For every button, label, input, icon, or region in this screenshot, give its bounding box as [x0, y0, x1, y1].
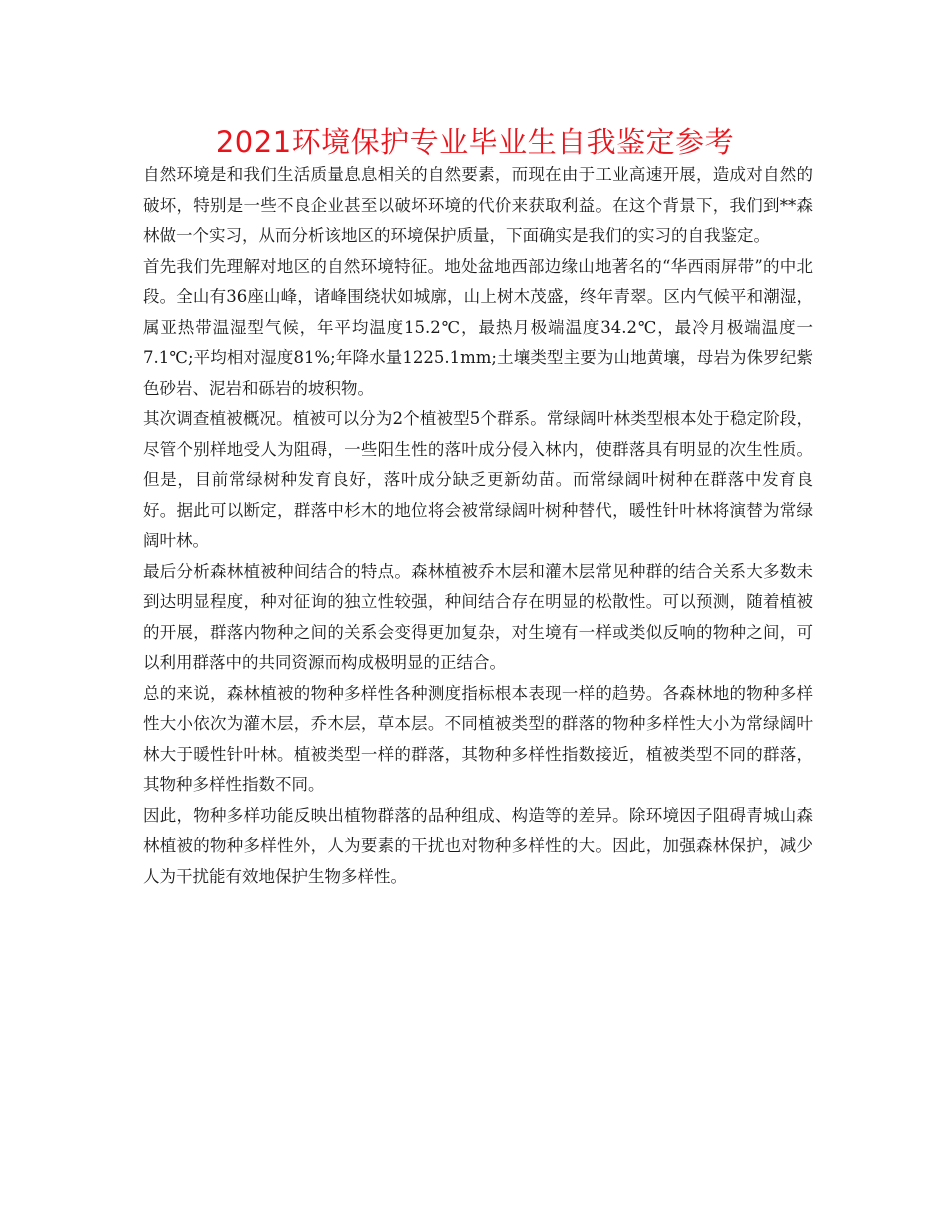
paragraph-vegetation-overview: 其次调查植被概况。植被可以分为2个植被型5个群系。常绿阔叶林类型根本处于稳定阶段，尽管个别样地受人为阻碍，一些阳生性的落叶成分侵入林内，使群落具有明显的次生性质。但是，目前常绿树种发育良好，落叶成分缺乏更新幼苗。而常绿阔叶树种在群落中发育良好。据此可以断定，群落中杉木的地位将会被常绿阔叶树种替代，暖性针叶林将演替为常绿阔叶林。: [143, 409, 813, 550]
paragraph-intro: 自然环境是和我们生活质量息息相关的自然要素，而现在由于工业高速开展，造成对自然的破坏，特别是一些不良企业甚至以破坏环境的代价来获取利益。在这个背景下，我们到**森林做一个实习，从而分析该地区的环境保护质量，下面确实是我们的实习的自我鉴定。: [143, 165, 813, 245]
document-body: [143, 160, 813, 892]
page-title: 2021环境保护专业毕业生自我鉴定参考: [215, 125, 735, 159]
paragraph-conclusion: 因此，物种多样功能反映出植物群落的品种组成、构造等的差异。除环境因子阻碍青城山森林植被的物种多样性外，人为要素的干扰也对物种多样性的大。因此，加强森林保护，减少人为干扰能有效地保护生物多样性。: [143, 805, 813, 886]
paragraph-interspecific-association: 最后分析森林植被种间结合的特点。森林植被乔木层和灌木层常见种群的结合关系大多数未到达明显程度，种对征询的独立性较强，种间结合存在明显的松散性。可以预测，随着植被的开展，群落内物种之间的关系会变得更加复杂，对生境有一样或类似反响的物种之间，可以利用群落中的共同资源而构成极明显的正结合。: [143, 561, 813, 672]
paragraph-summary: 总的来说，森林植被的物种多样性各种测度指标根本表现一样的趋势。各森林地的物种多样性大小依次为灌木层，乔木层，草本层。不同植被类型的群落的物种多样性大小为常绿阔叶林大于暖性针叶林。植被类型一样的群落，其物种多样性指数接近，植被类型不同的群落，其物种多样性指数不同。: [143, 683, 813, 794]
paragraph-natural-environment: 首先我们先理解对地区的自然环境特征。地处盆地西部边缘山地著名的“华西雨屏带”的中北段。全山有36座山峰，诸峰围绕状如城廓，山上树木茂盛，终年青翠。区内气候平和潮湿，属亚热带温湿型气候，年平均温度15.2℃，最热月极端温度34.2℃，最冷月极端温度一7.1℃;平均相对湿度81%;年降水量1225.1mm;土壤类型主要为山地黄壤，母岩为侏罗纪紫色砂岩、泥岩和砾岩的坡积物。: [143, 256, 813, 398]
